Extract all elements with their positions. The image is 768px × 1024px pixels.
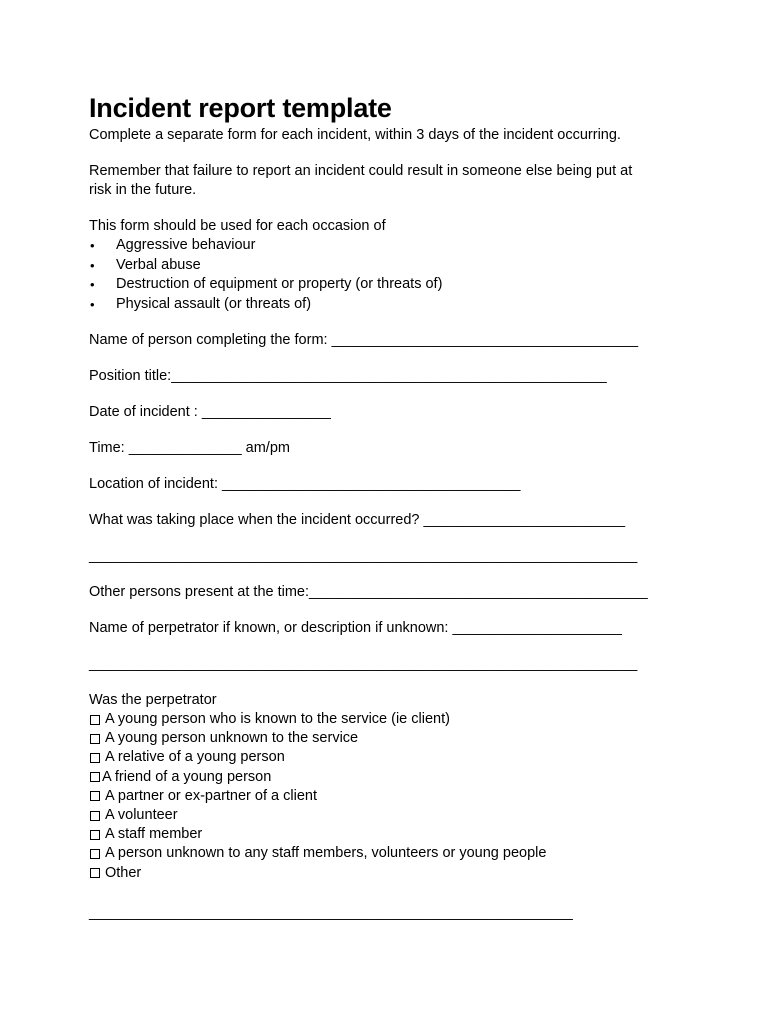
- reminder-text-line-2: risk in the future.: [89, 182, 197, 198]
- checkbox-option[interactable]: A partner or ex-partner of a client: [89, 787, 689, 806]
- checkbox-empty-icon[interactable]: [90, 849, 100, 859]
- reminder-text-line-1: Remember that failure to report an incident could result in someone else being put at: [89, 163, 633, 179]
- checkbox-empty-icon[interactable]: [90, 791, 100, 801]
- bullet-icon: •: [90, 296, 95, 312]
- perpetrator-continuation-line[interactable]: ____________________________________________________________________: [89, 656, 638, 672]
- taking-place-continuation-line[interactable]: ____________________________________________________________________: [89, 548, 638, 564]
- bullet-icon: •: [90, 257, 95, 273]
- page-title: Incident report template: [89, 93, 392, 123]
- checkbox-empty-icon[interactable]: [90, 772, 100, 782]
- occasion-intro: This form should be used for each occasion of: [89, 218, 386, 234]
- checkbox-option[interactable]: A person unknown to any staff members, volunteers or young people: [89, 844, 689, 863]
- list-item: • Verbal abuse: [90, 256, 201, 273]
- checkbox-option[interactable]: A relative of a young person: [89, 748, 689, 767]
- checkbox-option[interactable]: A young person who is known to the service (ie client): [89, 710, 689, 729]
- checkbox-option[interactable]: A staff member: [89, 825, 689, 844]
- time-field[interactable]: Time: ______________ am/pm: [89, 440, 290, 456]
- checkbox-empty-icon[interactable]: [90, 811, 100, 821]
- checkbox-empty-icon[interactable]: [90, 753, 100, 763]
- other-description-line[interactable]: ____________________________________________________________: [89, 904, 573, 921]
- other-persons-field[interactable]: Other persons present at the time:__________________________________________: [89, 584, 648, 600]
- bullet-icon: •: [90, 277, 95, 292]
- document-page: [89, 92, 689, 923]
- location-field[interactable]: Location of incident: _____________________________________: [89, 476, 521, 492]
- list-item: • Destruction of equipment or property (or threats of): [90, 276, 443, 292]
- date-field[interactable]: Date of incident : ________________: [89, 404, 331, 420]
- list-item: • Physical assault (or threats of): [90, 295, 312, 312]
- checkbox-empty-icon[interactable]: [90, 830, 100, 840]
- checkbox-option[interactable]: A friend of a young person: [89, 768, 689, 787]
- bullet-icon: •: [90, 238, 95, 253]
- occasion-list: [89, 236, 689, 314]
- checkbox-option[interactable]: Other: [89, 864, 689, 883]
- perpetrator-field[interactable]: Name of perpetrator if known, or description if unknown: _____________________: [89, 620, 622, 636]
- checkbox-empty-icon[interactable]: [90, 868, 100, 878]
- position-field[interactable]: Position title:______________________________________________________: [89, 368, 607, 384]
- checkbox-option[interactable]: A volunteer: [89, 806, 689, 825]
- taking-place-field[interactable]: What was taking place when the incident occurred? _________________________: [89, 512, 626, 528]
- intro-text: Complete a separate form for each incident, within 3 days of the incident occurring.: [89, 127, 621, 143]
- checkbox-empty-icon[interactable]: [90, 734, 100, 744]
- list-item: • Aggressive behaviour: [90, 237, 256, 253]
- checkbox-option[interactable]: A young person unknown to the service: [89, 729, 689, 748]
- name-field[interactable]: Name of person completing the form: ______________________________________: [89, 332, 639, 348]
- checkbox-empty-icon[interactable]: [90, 715, 100, 725]
- perpetrator-options: [89, 710, 689, 883]
- perpetrator-question: Was the perpetrator: [89, 692, 217, 708]
